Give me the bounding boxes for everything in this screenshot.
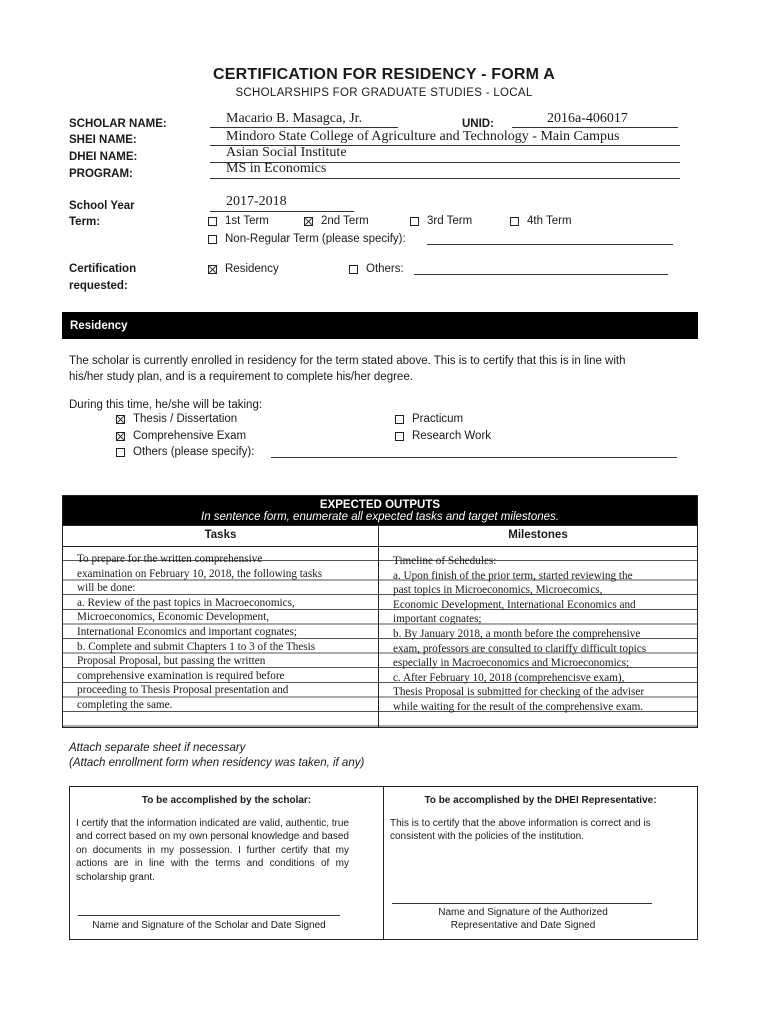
unid-value[interactable]: 2016a-406017 xyxy=(547,111,628,126)
unid-label: UNID: xyxy=(462,118,494,130)
scholar-signature-line[interactable] xyxy=(78,915,340,916)
term-nonregular-option[interactable] xyxy=(208,233,406,245)
cert-others-line[interactable] xyxy=(414,274,668,275)
task-line: will be done: xyxy=(77,582,136,595)
scholar-signature-label: Name and Signature of the Scholar and Date Signed xyxy=(92,920,326,931)
certification-label-2: requested: xyxy=(69,280,128,292)
taking-practicum-label: Practicum xyxy=(412,413,464,425)
program-value[interactable]: MS in Economics xyxy=(226,161,327,176)
milestones-header: Milestones xyxy=(379,526,698,547)
task-line: Microeconomics, Economic Development, xyxy=(77,611,269,624)
milestone-line: past topics in Microeconomics, Microecomics, xyxy=(393,584,603,597)
taking-comprehensive-option[interactable] xyxy=(116,430,246,442)
signature-box xyxy=(69,786,698,940)
term-2nd-option[interactable] xyxy=(304,215,369,227)
taking-label: During this time, he/she will be taking: xyxy=(69,399,263,411)
taking-practicum-option[interactable] xyxy=(395,413,463,425)
taking-comprehensive-label: Comprehensive Exam xyxy=(133,430,247,442)
scholar-section-header: To be accomplished by the scholar: xyxy=(141,795,312,806)
tasks-header: Tasks xyxy=(63,526,379,547)
milestone-line: exam, professors are consulted to clariffy difficult topics xyxy=(393,642,647,655)
term-3rd-option[interactable] xyxy=(410,215,472,227)
residency-statement xyxy=(69,354,709,385)
scholar-name-value[interactable]: Macario B. Masagca, Jr. xyxy=(226,111,363,126)
term-nonregular-checkbox[interactable] xyxy=(208,235,217,244)
term-2nd-checkbox[interactable] xyxy=(304,217,313,226)
term-1st-label: 1st Term xyxy=(225,215,269,227)
milestone-line: c. After February 10, 2018 (comprehencisve exam), xyxy=(393,671,625,684)
taking-thesis-label: Thesis / Dissertation xyxy=(133,413,238,425)
school-year-label: School Year xyxy=(69,200,135,212)
dhei-signature-line[interactable] xyxy=(392,903,652,904)
term-label: Term: xyxy=(69,216,101,228)
taking-others-line[interactable] xyxy=(271,457,677,458)
cert-others-label: Others: xyxy=(366,263,404,275)
task-line: completing the same. xyxy=(77,698,173,711)
unid-line xyxy=(512,127,678,128)
term-4th-checkbox[interactable] xyxy=(510,217,519,226)
milestones-text[interactable] xyxy=(379,547,697,727)
term-nonregular-label: Non-Regular Term (please specify): xyxy=(225,233,406,245)
term-3rd-checkbox[interactable] xyxy=(410,217,419,226)
cert-residency-checkbox[interactable] xyxy=(208,265,217,274)
dhei-label: DHEI NAME: xyxy=(69,151,138,163)
taking-thesis-option[interactable] xyxy=(116,413,237,425)
milestones-cell[interactable] xyxy=(379,547,698,728)
taking-research-label: Research Work xyxy=(412,430,492,442)
term-4th-label: 4th Term xyxy=(527,215,572,227)
tasks-cell[interactable] xyxy=(63,547,379,728)
task-line: b. Complete and submit Chapters 1 to 3 of the Thesis xyxy=(77,640,316,653)
expected-outputs-header xyxy=(63,496,698,526)
taking-thesis-checkbox[interactable] xyxy=(116,415,125,424)
term-1st-option[interactable] xyxy=(208,215,269,227)
residency-statement-line2: his/her study plan, and is a requirement to complete his/her degree. xyxy=(69,370,413,383)
residency-section-title: Residency xyxy=(70,320,128,332)
form-title: CERTIFICATION FOR RESIDENCY - FORM A xyxy=(212,66,555,83)
task-line: Proposal Proposal, but passing the written xyxy=(77,655,266,668)
taking-others-label: Others (please specify): xyxy=(133,446,255,458)
milestone-line: Thesis Proposal is submitted for checking of the adviser xyxy=(393,686,645,699)
taking-comprehensive-checkbox[interactable] xyxy=(116,432,125,441)
milestone-line: while waiting for the result of the comprehensive exam. xyxy=(393,700,644,713)
tasks-text[interactable] xyxy=(63,547,378,727)
form-subtitle: SCHOLARSHIPS FOR GRADUATE STUDIES - LOCAL xyxy=(235,87,533,99)
attach-note-2: (Attach enrollment form when residency was taken, if any) xyxy=(69,757,365,769)
school-year-line xyxy=(210,211,354,212)
task-line: International Economics and important cognates; xyxy=(77,625,297,638)
attach-note-1: Attach separate sheet if necessary xyxy=(69,742,246,754)
scholar-name-line xyxy=(210,127,398,128)
residency-statement-line1: The scholar is currently enrolled in residency for the term stated above. This is to certify that this is in line with xyxy=(69,355,626,367)
taking-others-option[interactable] xyxy=(116,446,254,458)
cert-residency-option[interactable] xyxy=(208,263,279,275)
cert-others-checkbox[interactable] xyxy=(349,265,358,274)
residency-section-bar xyxy=(62,312,698,339)
shei-label: SHEI NAME: xyxy=(69,134,137,146)
term-1st-checkbox[interactable] xyxy=(208,217,217,226)
cert-others-option[interactable] xyxy=(349,263,404,275)
term-4th-option[interactable] xyxy=(510,215,572,227)
dhei-certify-text: This is to certify that the above information is correct and is consistent with the policies of the institution. xyxy=(390,818,651,843)
milestone-line: Timeline of Schedules: xyxy=(393,555,497,567)
dhei-signature-section xyxy=(384,787,697,939)
dhei-signature-label-1: Name and Signature of the Authorized xyxy=(438,907,608,918)
term-3rd-label: 3rd Term xyxy=(427,215,473,227)
task-line: a. Review of the past topics in Macroeconomics, xyxy=(77,596,295,609)
task-line: examination on February 10, 2018, the following tasks xyxy=(77,567,323,580)
milestone-line: important cognates; xyxy=(393,613,482,626)
school-year-value[interactable]: 2017-2018 xyxy=(226,194,287,209)
expected-outputs-instruction: In sentence form, enumerate all expected tasks and target milestones. xyxy=(201,511,559,523)
task-line: proceeding to Thesis Proposal presentation and xyxy=(77,684,289,697)
task-line: comprehensive examination is required before xyxy=(77,669,285,682)
program-label: PROGRAM: xyxy=(69,168,133,180)
expected-outputs-table xyxy=(62,495,698,728)
dhei-section-header: To be accomplished by the DHEI Representative: xyxy=(424,795,657,806)
dhei-value[interactable]: Asian Social Institute xyxy=(226,145,347,160)
milestone-line: a. Upon finish of the prior term, started reviewing the xyxy=(393,569,633,582)
scholar-name-label: SCHOLAR NAME: xyxy=(69,118,167,130)
taking-others-checkbox[interactable] xyxy=(116,448,125,457)
taking-research-option[interactable] xyxy=(395,430,491,442)
certification-label-1: Certification xyxy=(69,263,137,275)
shei-value[interactable]: Mindoro State College of Agriculture and Technology - Main Campus xyxy=(226,129,620,144)
program-line xyxy=(210,178,680,179)
cert-residency-label: Residency xyxy=(225,263,279,275)
scholar-signature-section xyxy=(70,787,384,939)
term-2nd-label: 2nd Term xyxy=(321,215,369,227)
milestone-line: b. By January 2018, a month before the comprehensive xyxy=(393,627,641,640)
term-nonregular-line[interactable] xyxy=(427,244,673,245)
dhei-signature-label-2: Representative and Date Signed xyxy=(450,920,596,931)
expected-outputs-title: EXPECTED OUTPUTS xyxy=(319,499,441,511)
taking-practicum-checkbox[interactable] xyxy=(395,415,404,424)
taking-research-checkbox[interactable] xyxy=(395,432,404,441)
task-line: To prepare for the written comprehensive xyxy=(77,553,263,565)
scholar-certify-text: I certify that the information indicated are valid, authentic, true and correct based on my own personal knowledge and based on documents in my possession. I further certify that my actions are in line with the terms and conditions of my scholarship grant. xyxy=(76,818,349,883)
milestone-line: Economic Development, International Economics and xyxy=(393,598,636,611)
milestone-line: especially in Macroeconomics and Microeconomics; xyxy=(393,657,630,670)
